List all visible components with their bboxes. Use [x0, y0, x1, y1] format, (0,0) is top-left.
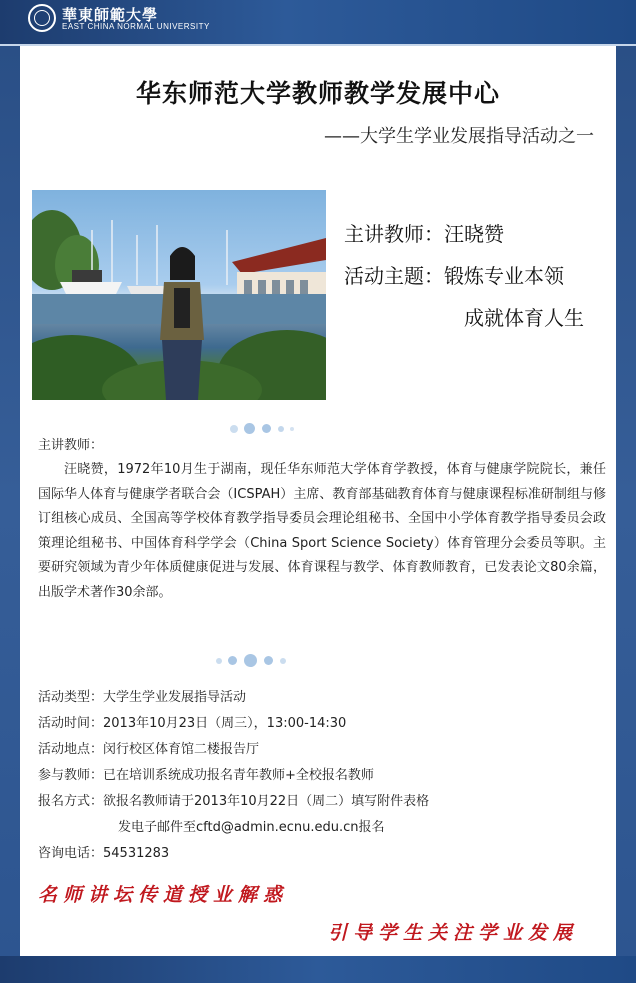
registration-method: 报名方式：欲报名教师请于2013年10月22日（周二）填写附件表格	[38, 794, 430, 809]
poster-title: 华东师范大学教师教学发展中心	[135, 79, 500, 108]
speaker-biography: 汪晓赞，1972年10月生于湖南，现任华东师范大学体育学教授，体育与健康学院院长，兼任国际华人体育与健康学者联合会（ICSPAH）主席、教育部基础教育体育与健康课程标准研制组与修订组核心成员、全国高等学校体育教学指导委员会理论组秘书、全国中小学体育教学指导委员会政策理论组秘书、中国体育科学学会（China Sport Science Society）体育管理分会委员等职。主要研究领域为青少年体质健康促进与发展、体育课程与教学、体育教师教育，已发表论文80余篇，出版学术著作30余部。	[38, 462, 606, 600]
logo-chinese-name: 華東師範大學	[62, 6, 159, 24]
logo-english-name: EAST CHINA NORMAL UNIVERSITY	[62, 22, 210, 31]
activity-theme-continuation: 成就体育人生	[464, 306, 584, 330]
activity-place: 活动地点：闵行校区体育馆二楼报告厅	[38, 742, 260, 757]
slogan-line-1: 名师讲坛传道授业解惑	[38, 884, 289, 906]
footer-band	[0, 956, 636, 983]
divider-dots	[230, 422, 320, 436]
registration-email: 发电子邮件至cftd@admin.ecnu.edu.cn报名	[118, 820, 385, 835]
marina-scene	[32, 190, 326, 400]
speaker-name-label: 主讲教师：汪晓赞	[344, 222, 504, 246]
slogan-line-2: 引导学生关注学业发展	[328, 922, 579, 944]
speaker-photo	[32, 190, 326, 400]
activity-theme-label: 活动主题：锻炼专业本领	[344, 264, 564, 288]
university-seal-icon	[28, 4, 56, 32]
intro-heading: 主讲教师：	[38, 438, 104, 453]
header-band	[0, 0, 636, 46]
activity-time: 活动时间：2013年10月23日（周三），13:00-14:30	[38, 716, 347, 731]
activity-type: 活动类型：大学生学业发展指导活动	[38, 690, 247, 705]
poster-content	[20, 46, 616, 956]
right-frame	[616, 46, 636, 956]
activity-participants: 参与教师：已在培训系统成功报名青年教师+全校报名教师	[38, 768, 374, 783]
left-frame	[0, 46, 20, 956]
divider-dots-lower	[216, 654, 326, 668]
poster-subtitle: ——大学生学业发展指导活动之一	[324, 126, 594, 147]
contact-phone: 咨询电话：54531283	[38, 846, 170, 861]
